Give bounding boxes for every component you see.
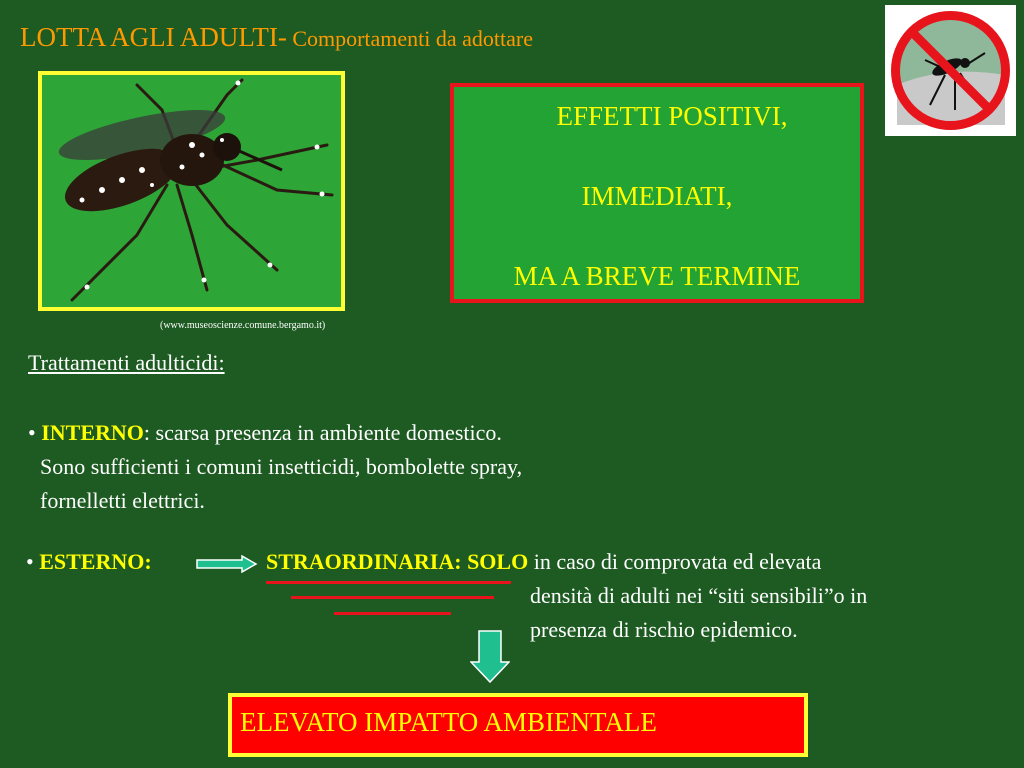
straordinaria-text-2: densità di adulti nei “siti sensibili”o in [530, 583, 868, 608]
bullet: • [26, 549, 34, 574]
red-underline [334, 612, 451, 615]
red-underline [266, 581, 511, 584]
interno-text-2: Sono sufficienti i comuni insetticidi, bombolette spray, [40, 454, 523, 479]
arrow-right-icon [196, 555, 258, 573]
straordinaria-line-1 [266, 549, 821, 575]
esterno-item [26, 549, 152, 575]
title-main: LOTTA AGLI ADULTI- [20, 22, 287, 52]
arrow-down-icon [470, 630, 510, 684]
treatments-heading: Trattamenti adulticidi: [28, 350, 225, 375]
impact-text: ELEVATO IMPATTO AMBIENTALE [240, 707, 657, 737]
image-credit: (www.museoscienze.comune.bergamo.it) [160, 320, 326, 331]
straordinaria-text-3: presenza di rischio epidemico. [530, 617, 798, 642]
bullet: • [28, 420, 36, 445]
straordinaria-text-1: in caso di comprovata ed elevata [528, 549, 822, 574]
interno-item [28, 420, 502, 446]
esterno-label: ESTERNO: [39, 549, 152, 574]
effects-line-2: IMMEDIATI, [581, 181, 733, 211]
effects-line-1: EFFETTI POSITIVI, [556, 101, 788, 131]
straordinaria-label: STRAORDINARIA: SOLO [266, 549, 529, 574]
slide-title [20, 22, 533, 53]
effects-line-3: MA A BREVE TERMINE [513, 261, 801, 291]
red-underline [291, 596, 494, 599]
effects-box [450, 83, 864, 303]
interno-text-3: fornelletti elettrici. [40, 488, 205, 513]
impact-box [228, 693, 808, 757]
interno-label: INTERNO [41, 420, 144, 445]
no-mosquito-icon [885, 5, 1016, 136]
mosquito-photo [38, 71, 345, 311]
mosquito-illustration [42, 75, 341, 307]
interno-text-1: : scarsa presenza in ambiente domestico. [143, 420, 502, 445]
title-subtitle: Comportamenti da adottare [286, 26, 534, 51]
